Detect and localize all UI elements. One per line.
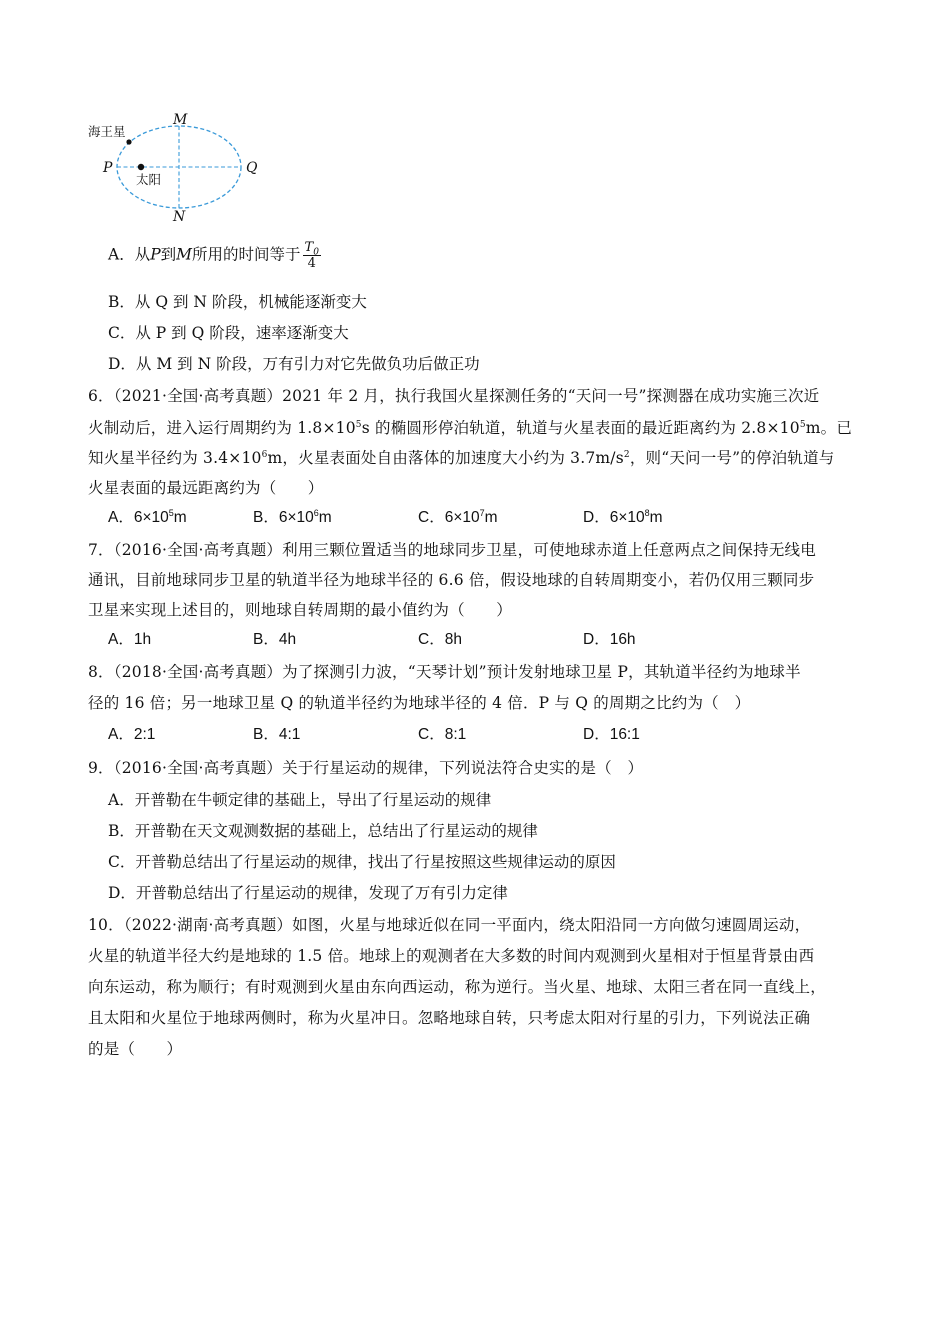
q9-option-a[interactable]: A．开普勒在牛顿定律的基础上，导出了行星运动的规律 — [108, 791, 492, 809]
q6-option-a[interactable]: A．$6\times 10^5m$ — [108, 508, 187, 526]
sun-point — [138, 164, 144, 170]
q6-option-b[interactable]: B．$6\times 10^6m$ — [253, 508, 332, 526]
q6-stem-line-2: 火制动后，进入运行周期约为 $1.8\times 10^5s$ 的椭圆形停泊轨道，轨道与火星表面的最近距离约为 $2.8\times 10^5m$。已 — [88, 419, 853, 437]
q10-stem-line-4: 且太阳和火星位于地球两侧时，称为火星冲日。忽略地球自转，只考虑太阳对行星的引力，下列说法正确 — [88, 1009, 811, 1027]
q9-option-b[interactable]: B．开普勒在天文观测数据的基础上，总结出了行星运动的规律 — [108, 822, 538, 840]
q9-option-d[interactable]: D．开普勒总结出了行星运动的规律，发现了万有引力定律 — [108, 884, 508, 902]
orbit-diagram — [84, 108, 274, 226]
q9-stem-line-1: 9．（2016·全国·高考真题）关于行星运动的规律，下列说法符合史实的是（ ） — [88, 759, 644, 777]
fraction-t0-over-4: $\frac{T_0}{4}$ — [304, 240, 319, 271]
q8-option-d[interactable]: D．16:1 — [583, 726, 640, 743]
sun-label: 太阳 — [136, 172, 162, 187]
q6-stem-line-4: 火星表面的最远距离约为（ ） — [88, 479, 324, 497]
q10-stem-line-1: 10．（2022·湖南·高考真题）如图，火星与地球近似在同一平面内，绕太阳沿同一方向做匀速圆周运动， — [88, 916, 811, 934]
q7-option-d[interactable]: D．16h — [583, 631, 636, 648]
q10-stem-line-2: 火星的轨道半径大约是地球的 1.5 倍。地球上的观测者在大多数的时间内观测到火星相对于恒星背景由西 — [88, 947, 815, 965]
point-n-label: N — [173, 209, 186, 225]
q7-stem-line-2: 通讯，目前地球同步卫星的轨道半径为地球半径的 6.6 倍，假设地球的自转周期变小，若仍仅用三颗同步 — [88, 571, 815, 589]
q6-stem-line-3: 知火星半径约为 $3.4\times 10^6m$，火星表面处自由落体的加速度大小约为 $3.7m/s^2$，则“天问一号”的停泊轨道与 — [88, 449, 835, 467]
q8-option-b[interactable]: B．4:1 — [253, 726, 301, 743]
q7-option-a[interactable]: A．1h — [108, 631, 152, 648]
q6-option-c[interactable]: C．$6\times 10^7m$ — [418, 508, 498, 526]
q6-stem-line-1: 6．（2021·全国·高考真题）2021 年 2 月，执行我国火星探测任务的“天问一号”探测器在成功实施三次近 — [88, 387, 820, 405]
q8-stem-line-2: 径的 16 倍；另一地球卫星 Q 的轨道半径约为地球半径的 4 倍．P 与 Q 的周期之比约为（ ） — [88, 694, 751, 712]
q6-option-d[interactable]: D．$6\times 10^8m$ — [583, 508, 663, 526]
q9-option-c[interactable]: C．开普勒总结出了行星运动的规律，找出了行星按照这些规律运动的原因 — [108, 853, 616, 871]
q5-option-d[interactable]: D．从 M 到 N 阶段，万有引力对它先做负功后做正功 — [108, 355, 480, 373]
neptune-label: 海王星 — [88, 124, 126, 139]
point-m-label: M — [173, 112, 188, 128]
q8-option-a[interactable]: A．2:1 — [108, 726, 156, 743]
q10-stem-line-5: 的是（ ） — [88, 1040, 183, 1058]
point-p-label: P — [103, 160, 113, 176]
q7-stem-line-1: 7．（2016·全国·高考真题）利用三颗位置适当的地球同步卫星，可使地球赤道上任意两点之间保持无线电 — [88, 541, 816, 559]
q8-option-c[interactable]: C．8:1 — [418, 726, 467, 743]
q7-stem-line-3: 卫星来实现上述目的，则地球自转周期的最小值约为（ ） — [88, 601, 512, 619]
subscript-zero: 0 — [313, 247, 319, 258]
q8-stem-line-1: 8．（2018·全国·高考真题）为了探测引力波，“天琴计划”预计发射地球卫星 P，其轨道半径约为地球半 — [88, 663, 801, 681]
q7-option-b[interactable]: B．4h — [253, 631, 297, 648]
q5-option-c[interactable]: C．从 P 到 Q 阶段，速率逐渐变大 — [108, 324, 349, 342]
point-q-label: Q — [246, 160, 258, 176]
q10-stem-line-3: 向东运动，称为顺行；有时观测到火星由东向西运动，称为逆行。当火星、地球、太阳三者在同一直线上， — [88, 978, 826, 996]
neptune-point — [126, 139, 131, 144]
q5-option-b[interactable]: B．从 Q 到 N 阶段，机械能逐渐变大 — [108, 293, 367, 311]
q7-option-c[interactable]: C．8h — [418, 631, 462, 648]
q5-option-a[interactable]: A．从P到M所用的时间等于 $\frac{T_0}{4}$ — [108, 240, 319, 271]
